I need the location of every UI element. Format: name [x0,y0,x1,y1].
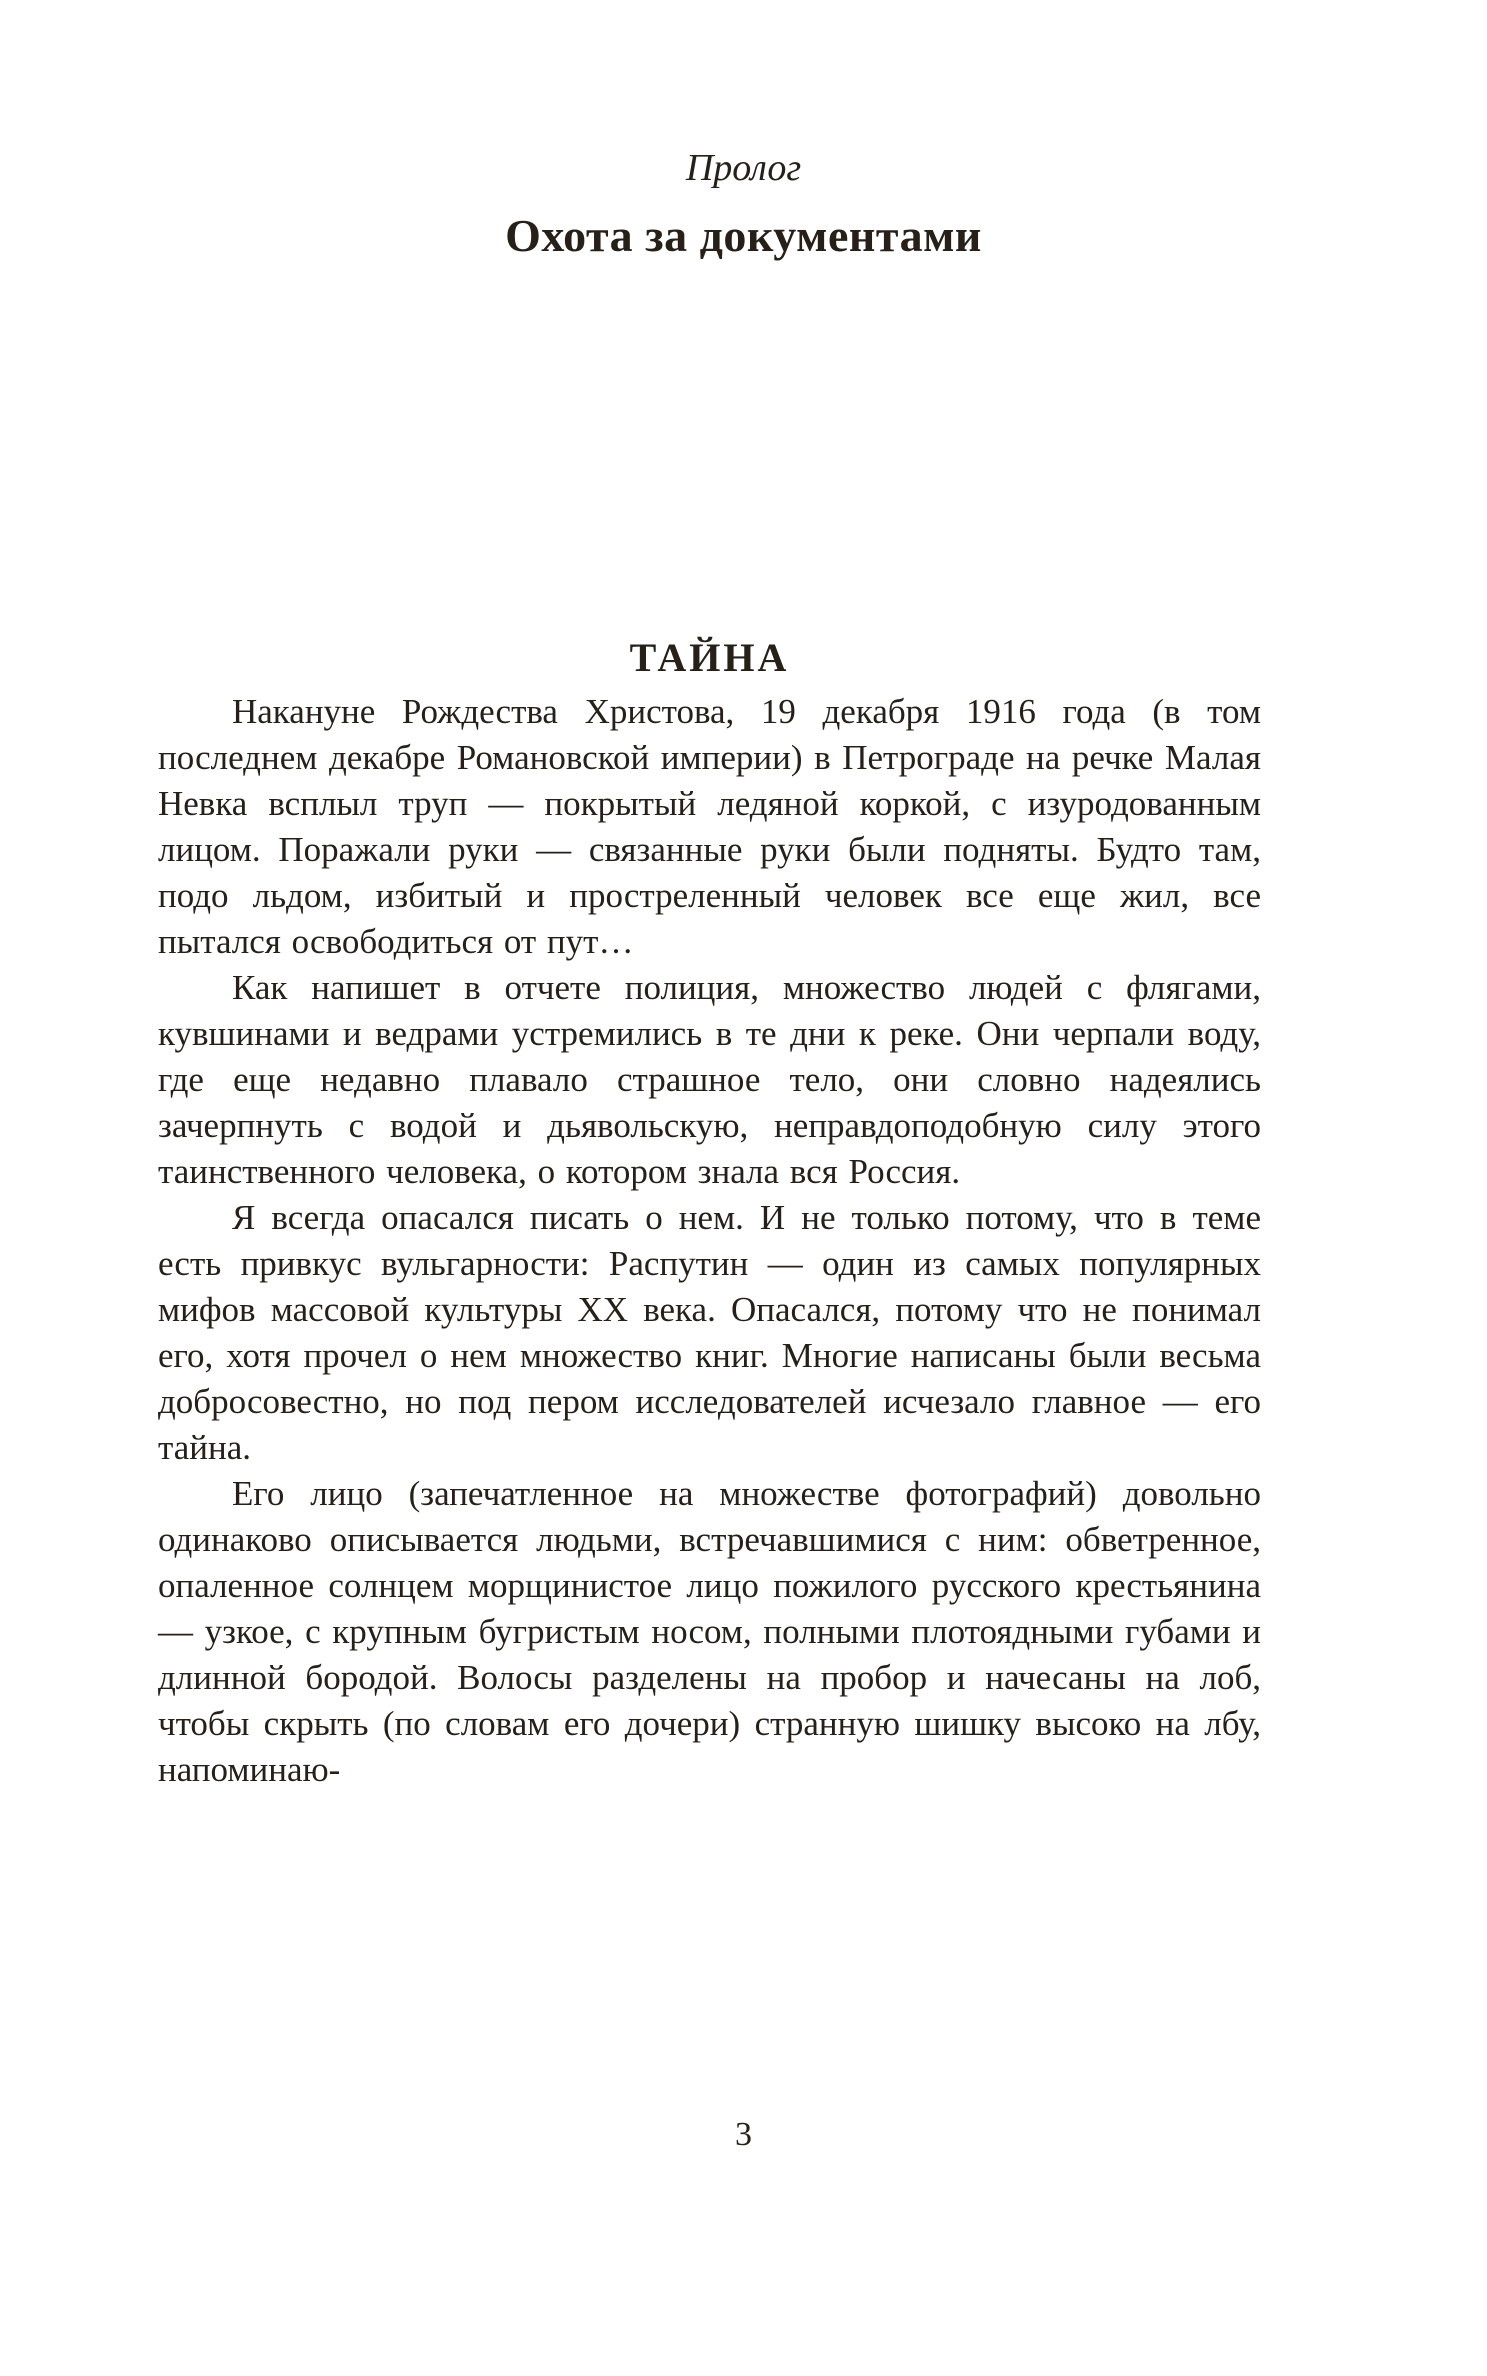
section-title: ТАЙНА [629,635,790,680]
prologue-label: Пролог [685,147,802,189]
text-block [158,634,1261,1793]
paragraph: Накануне Рождества Христова, 19 декабря 1916 года (в том последнем декабре Романовской империи) в Петрограде на речке Малая Невка всплыл труп — покрытый ледяной коркой, с изуродованным лицом. Поражали руки — связанные руки были подняты. Будто там, подо льдом, избитый и простреленный человек все еще жил, все пытался освободиться от пут… [158,692,1261,961]
page-number: 3 [735,2116,752,2153]
paragraph: Его лицо (запечатленное на множестве фотографий) довольно одинаково описывается людьми, встречавшимися с ним: обветренное, опаленное солнцем морщинистое лицо пожилого русского крестьянина — узкое, с крупным бугристым носом, полными плотоядными губами и длинной бородой. Волосы разделены на пробор и начесаны на лоб, чтобы скрыть (по словам его дочери) странную шишку высоко на лбу, напоминаю- [158,1474,1261,1789]
paragraph: Как напишет в отчете полиция, множество людей с флягами, кувшинами и ведрами устремились в те дни к реке. Они черпали воду, где еще недавно плавало страшное тело, они словно надеялись зачерпнуть с водой и дьявольскую, неправдоподобную силу этого таинственного человека, о котором знала вся Россия. [158,968,1261,1191]
paragraph: Я всегда опасался писать о нем. И не только потому, что в теме есть привкус вульгарности: Распутин — один из самых популярных мифов массовой культуры XX века. Опасался, потому что не понимал его, хотя прочел о нем множество книг. Многие написаны были весьма добросовестно, но под пером исследователей исчезало главное — его тайна. [158,1198,1261,1467]
chapter-title: Охота за документами [505,210,982,261]
